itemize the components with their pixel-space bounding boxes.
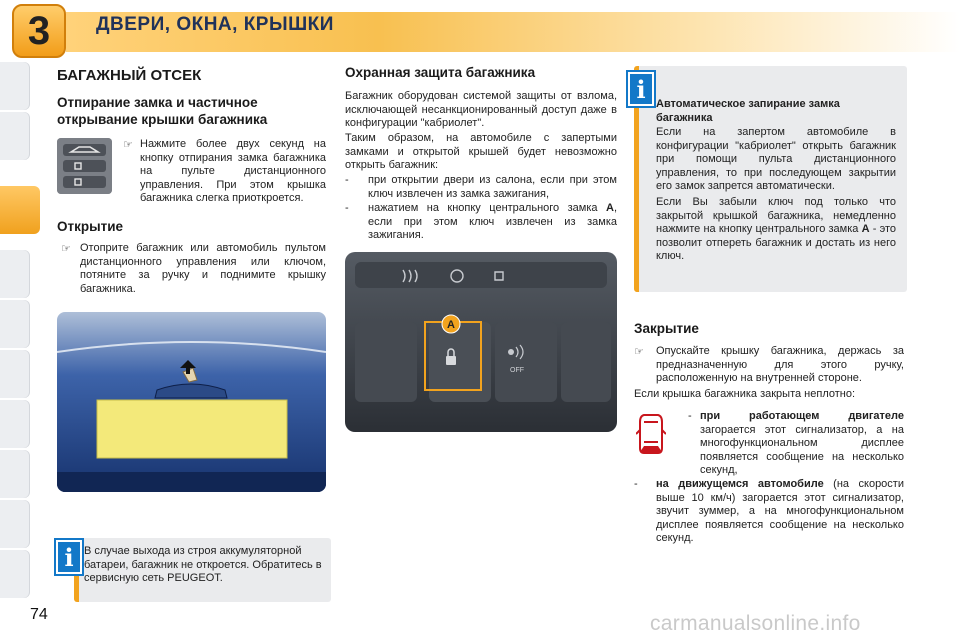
closing-note: Если крышка багажника закрыта неплотно: [634,388,856,400]
trunk-lid-image [57,312,326,492]
console-label-a: A [447,319,455,331]
auto-lock-para1: Если на запертом автомобиле в конфигурации "кабриолет" открыть багажник при помощи пульта дистанционного управления, то при последующем закрытии его замок запрется автоматически. [656,126,896,192]
chapter-tab-strip [0,0,40,640]
section-title: БАГАЖНЫЙ ОТСЕК [57,67,202,84]
chapter-tab [0,350,30,398]
closing-moving-vehicle: на движущемся автомобиле (на скорости выше 10 км/ч) загорается этот сигнализатор, звучит зуммер, а на многофункциональном дисплее появляется сообщение на несколько секунд. [656,478,904,544]
battery-info-text: В случае выхода из строя аккумуляторной батареи, багажник не откроется. Обратитесь в сервисную сеть PEUGEOT. [84,545,322,584]
security-para1: Багажник оборудован системой защиты от взлома, исключающей несанкционированный доступ даже в конфигурации "кабриолет". [345,90,617,129]
info-icon: i [56,540,82,574]
unlock-title-line1: Отпирание замка и частичное [57,95,258,110]
list-dash: - [345,174,349,186]
security-title: Охранная защита багажника [345,65,536,80]
unlock-instruction: Нажмите более двух секунд на кнопку отпирания замка багажника на пульте дистанционного управления. При этом крышка багажника слегка приоткроется. [140,138,326,204]
pointing-hand-icon: ☞ [123,139,133,151]
opening-instruction: Отоприте багажник или автомобиль пультом дистанционного управления или ключом, потяните за ручку и поднимите крышку багажника. [80,242,326,295]
unlock-title-line2: открывание крышки багажника [57,112,268,127]
chapter-tab [0,300,30,348]
remote-key-image [57,138,112,194]
security-para2: Таким образом, на автомобиле с запертыми замками и открытой крышей будет невозможно открыть багажник: [345,132,617,171]
closing-instruction: Опускайте крышку багажника, держась за предназначенную для этого ручку, расположенную на внутренней стороне. [656,345,904,384]
chapter-tab [0,500,30,548]
list-dash: - [345,202,349,214]
watermark: carmanualsonline.info [650,612,861,635]
security-item1: при открытии двери из салона, если при этом ключ извлечен из замка зажигания, [368,174,617,200]
list-dash: - [634,478,638,490]
chapter-number-badge: 3 [12,4,66,58]
off-label: OFF [510,367,524,374]
chapter-title: ДВЕРИ, ОКНА, КРЫШКИ [96,14,334,35]
chapter-tab [0,112,30,160]
auto-lock-para2: Если Вы забыли ключ под только что закрытой крышкой багажника, немедленно нажмите на кнопку центрального замка A - это позволит отпереть багажник и достать из него ключ. [656,196,896,262]
closing-title: Закрытие [634,321,699,336]
chapter-tab [0,62,30,110]
closing-engine-running: при работающем двигателе загорается этот сигнализатор, а на многофункциональном дисплее появляется сообщение на несколько секунд, [700,410,904,476]
trunk-open-warning-icon [636,412,666,456]
page-number: 74 [30,606,48,623]
chapter-tab [0,550,30,598]
chapter-tab [0,250,30,298]
chapter-tab [0,400,30,448]
pointing-hand-icon: ☞ [634,346,644,358]
opening-title: Открытие [57,219,124,234]
chapter-tab [0,450,30,498]
auto-lock-title: Автоматическое запирание замка багажника [656,98,840,124]
chapter-tab-active [0,186,40,234]
central-locking-console-image [345,252,617,432]
list-dash: - [688,410,692,422]
security-item2: нажатием на кнопку центрального замка A, если при этом ключ извлечен из замка зажигания. [368,202,617,241]
info-icon: i [628,72,654,106]
pointing-hand-icon: ☞ [61,243,71,255]
